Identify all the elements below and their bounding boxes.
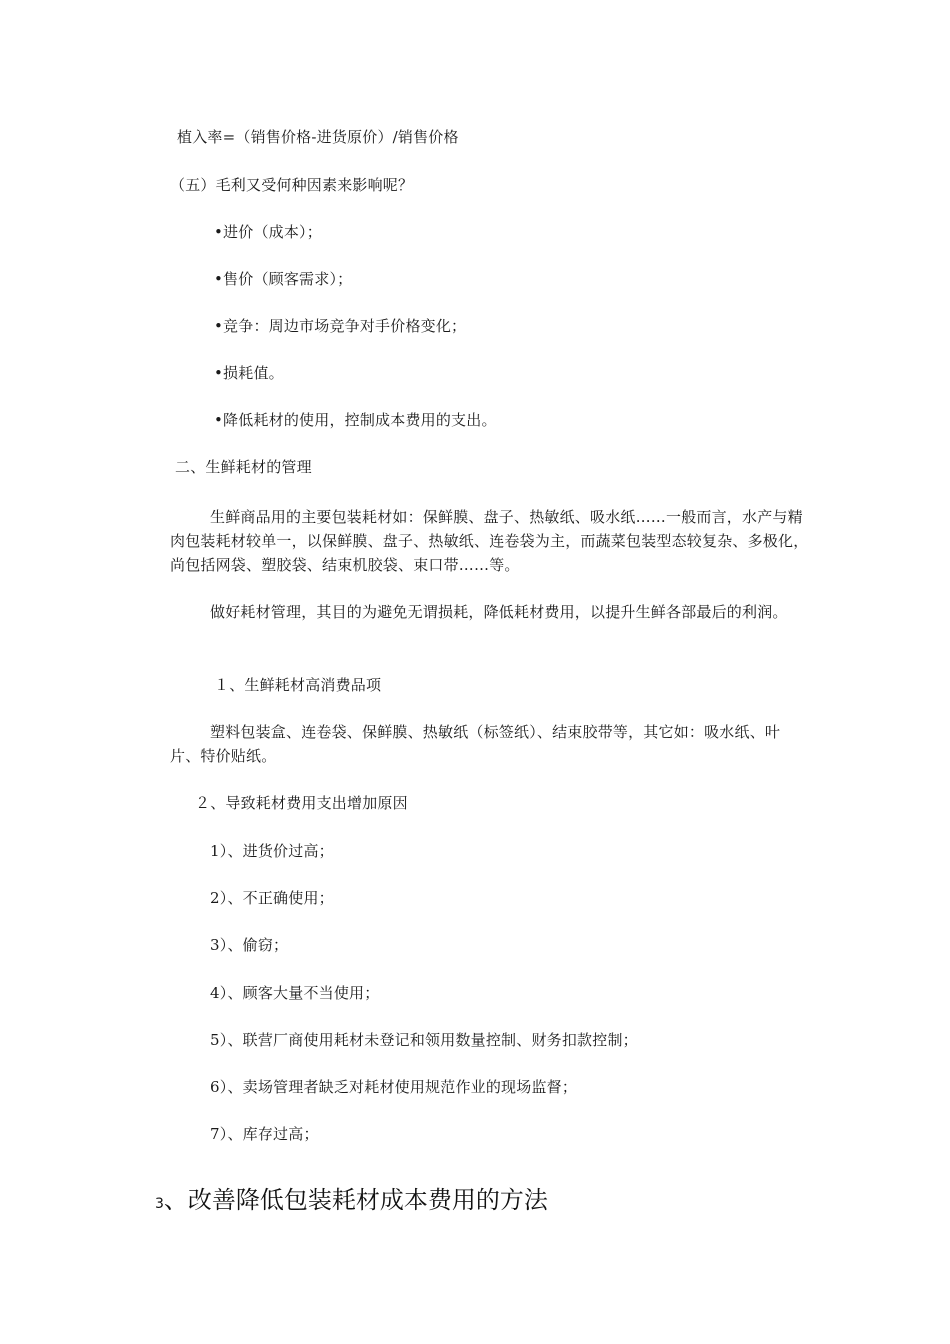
subsection1-title: １、生鲜耗材高消费品项 xyxy=(214,676,382,694)
section2-title: 二、生鲜耗材的管理 xyxy=(175,458,312,476)
bullet-item: •损耗值。 xyxy=(214,364,284,382)
heading-text: 、改善降低包装耗材成本费用的方法 xyxy=(163,1186,548,1214)
reason-item: 6）、卖场管理者缺乏对耗材使用规范作业的现场监督； xyxy=(210,1078,578,1096)
section5-title: （五）毛利又受何种因素来影响呢？ xyxy=(170,176,414,194)
reason-item: 3）、偷窃； xyxy=(210,936,289,954)
section2-paragraph-2 xyxy=(170,600,810,624)
bullet-item: •进价（成本）； xyxy=(214,223,322,241)
reason-item: 4）、顾客大量不当使用； xyxy=(210,984,380,1002)
bullet-item: •降低耗材的使用，控制成本费用的支出。 xyxy=(214,411,497,429)
reason-item: 1）、进货价过高； xyxy=(210,842,334,860)
formula-line: 植入率=（销售价格-进货原价）/销售价格 xyxy=(177,128,459,146)
bullet-item: •竞争：周边市场竞争对手价格变化； xyxy=(214,317,467,335)
section2-paragraph-1 xyxy=(170,505,810,577)
reason-item: 7）、库存过高； xyxy=(210,1125,319,1143)
heading-number: 3 xyxy=(155,1196,164,1212)
paragraph-text: 生鲜商品用的主要包装耗材如：保鲜膜、盘子、热敏纸、吸水纸……一般而言，水产与精肉包装耗材较单一，以保鲜膜、盘子、热敏纸、连卷袋为主，而蔬菜包装型态较复杂、多极化，尚包括网袋、塑胶袋、结束机胶袋、束口带……等。 xyxy=(170,508,809,574)
reason-item: 2）、不正确使用； xyxy=(210,889,334,907)
bullet-item: •售价（顾客需求）； xyxy=(214,270,353,288)
subsection3-heading xyxy=(155,1180,548,1215)
subsection2-title: ２、导致耗材费用支出增加原因 xyxy=(195,794,408,812)
paragraph-text: 做好耗材管理，其目的为避免无谓损耗，降低耗材费用，以提升生鲜各部最后的利润。 xyxy=(210,603,788,621)
reason-item: 5）、联营厂商使用耗材未登记和领用数量控制、财务扣款控制； xyxy=(210,1031,638,1049)
paragraph-text: 塑料包装盒、连卷袋、保鲜膜、热敏纸（标签纸）、结束胶带等，其它如：吸水纸、叶片、特价贴纸。 xyxy=(170,723,781,765)
subsection1-paragraph xyxy=(170,720,810,768)
